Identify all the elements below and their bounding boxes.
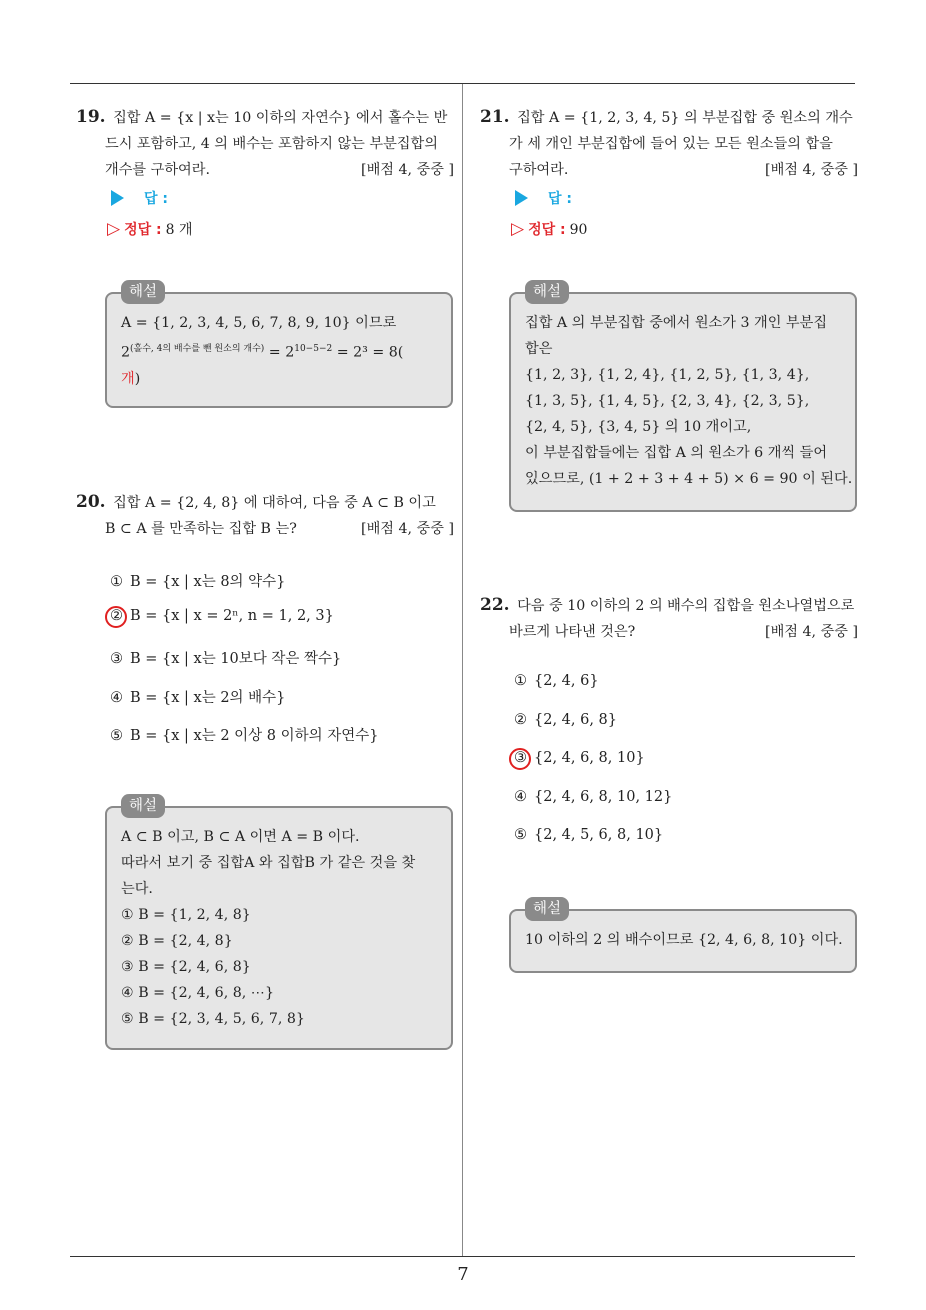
- option-3[interactable]: ③ {2, 4, 6, 8, 10}: [514, 750, 645, 766]
- option-3[interactable]: ③ B = {x | x는 10보다 작은 짝수}: [110, 651, 342, 667]
- explanation-line: ④ B = {2, 4, 6, 8, ⋯}: [121, 985, 274, 1001]
- selected-answer-circle: [509, 748, 531, 770]
- correct-label: 정답 :: [124, 222, 162, 238]
- correct-value: 8 개: [165, 222, 193, 238]
- explanation-line: {1, 3, 5}, {1, 4, 5}, {2, 3, 4}, {2, 3, 5},: [525, 393, 810, 409]
- explanation-line: ① B = {1, 2, 4, 8}: [121, 907, 251, 923]
- explanation-line: A = {1, 2, 3, 4, 5, 6, 7, 8, 9, 10} 이므로: [121, 315, 397, 331]
- option-1[interactable]: ① {2, 4, 6}: [514, 673, 599, 689]
- explanation-tag: 해설: [525, 280, 569, 304]
- correct-answer-line: [76, 215, 454, 243]
- question-19: [76, 104, 454, 243]
- question-text: B ⊂ A 를 만족하는 집합 B 는?: [105, 521, 297, 537]
- question-text: 가 세 개인 부분집합에 들어 있는 모든 원소들의 합을: [509, 136, 833, 152]
- selected-answer-circle: [105, 606, 127, 628]
- explanation-box-21: [509, 284, 857, 512]
- bottom-rule: [70, 1256, 855, 1257]
- explanation-line: 따라서 보기 중 집합A 와 집합B 가 같은 것을 찾: [121, 855, 416, 871]
- explanation-line: 는다.: [121, 881, 153, 897]
- option-5[interactable]: ⑤ B = {x | x는 2 이상 8 이하의 자연수}: [110, 728, 379, 744]
- explanation-line: 10 이하의 2 의 배수이므로 {2, 4, 6, 8, 10} 이다.: [525, 932, 843, 948]
- triangle-outline-icon: ▷: [107, 219, 121, 239]
- question-21: [480, 104, 858, 243]
- explanation-tag: 해설: [121, 794, 165, 818]
- correct-label: 정답 :: [528, 222, 566, 238]
- page-number: 7: [457, 1264, 469, 1285]
- option-5[interactable]: ⑤ {2, 4, 5, 6, 8, 10}: [514, 827, 664, 843]
- option-1[interactable]: ① B = {x | x는 8의 약수}: [110, 574, 286, 590]
- question-text: 집합 A = {1, 2, 3, 4, 5} 의 부분집합 중 원소의 개수: [517, 110, 853, 126]
- explanation-box-22: [509, 901, 857, 973]
- explanation-line: 있으므로, (1 + 2 + 3 + 4 + 5) × 6 = 90 이 된다.: [525, 471, 853, 487]
- option-4[interactable]: ④ {2, 4, 6, 8, 10, 12}: [514, 789, 673, 805]
- explanation-line: 집합 A 의 부분집합 중에서 원소가 3 개인 부분집: [525, 315, 828, 331]
- question-text: 집합 A = {2, 4, 8} 에 대하여, 다음 중 A ⊂ B 이고: [113, 495, 436, 511]
- explanation-line: ⑤ B = {2, 3, 4, 5, 6, 7, 8}: [121, 1011, 305, 1027]
- points-label: [배점 4, 중중 ]: [765, 162, 858, 178]
- explanation-line: ② B = {2, 4, 8}: [121, 933, 233, 949]
- explanation-box-19: [105, 284, 453, 408]
- answer-label: 답 :: [548, 191, 572, 207]
- column-divider: [462, 84, 463, 1256]
- question-20: [76, 489, 454, 542]
- points-label: [배점 4, 중중 ]: [765, 624, 858, 640]
- explanation-line: $2^{(홀수, 4의 배수를 뺀 원소의 개수)} = 2^{10-5-2} = 2^3 = 8$(: [121, 344, 404, 361]
- question-text: 다음 중 10 이하의 2 의 배수의 집합을 원소나열법으로: [517, 598, 855, 614]
- question-number: 22.: [480, 595, 510, 615]
- explanation-line: 합은: [525, 341, 553, 357]
- explanation-line: 개): [121, 370, 141, 387]
- points-label: [배점 4, 중중 ]: [361, 162, 454, 178]
- option-4[interactable]: ④ B = {x | x는 2의 배수}: [110, 690, 286, 706]
- play-icon: [111, 190, 124, 206]
- option-2[interactable]: ② B = {x | x = 2ⁿ, n = 1, 2, 3}: [110, 608, 334, 624]
- answer-line: [76, 185, 454, 213]
- question-text: 바르게 나타낸 것은?: [509, 624, 636, 640]
- correct-answer-line: [480, 215, 858, 243]
- option-2[interactable]: ② {2, 4, 6, 8}: [514, 712, 618, 728]
- question-number: 21.: [480, 107, 510, 127]
- question-text: 드시 포함하고, 4 의 배수는 포함하지 않는 부분집합의: [105, 136, 438, 152]
- points-label: [배점 4, 중중 ]: [361, 521, 454, 537]
- question-number: 20.: [76, 492, 106, 512]
- answer-label: 답 :: [144, 191, 168, 207]
- explanation-line: {1, 2, 3}, {1, 2, 4}, {1, 2, 5}, {1, 3, 4},: [525, 367, 810, 383]
- explanation-tag: 해설: [121, 280, 165, 304]
- answer-line: [480, 185, 858, 213]
- question-22: [480, 592, 858, 645]
- question-text: 개수를 구하여라.: [105, 162, 210, 178]
- explanation-line: 이 부분집합들에는 집합 A 의 원소가 6 개씩 들어: [525, 445, 828, 461]
- explanation-line: A ⊂ B 이고, B ⊂ A 이면 A = B 이다.: [121, 829, 360, 845]
- explanation-line: ③ B = {2, 4, 6, 8}: [121, 959, 251, 975]
- explanation-line: {2, 4, 5}, {3, 4, 5} 의 10 개이고,: [525, 419, 752, 435]
- triangle-outline-icon: ▷: [511, 219, 525, 239]
- correct-value: 90: [569, 222, 588, 238]
- question-text: 구하여라.: [509, 162, 569, 178]
- play-icon: [515, 190, 528, 206]
- question-number: 19.: [76, 107, 106, 127]
- explanation-tag: 해설: [525, 897, 569, 921]
- explanation-box-20: [105, 798, 453, 1050]
- question-text: 집합 A = {x | x는 10 이하의 자연수} 에서 홀수는 반: [113, 110, 448, 126]
